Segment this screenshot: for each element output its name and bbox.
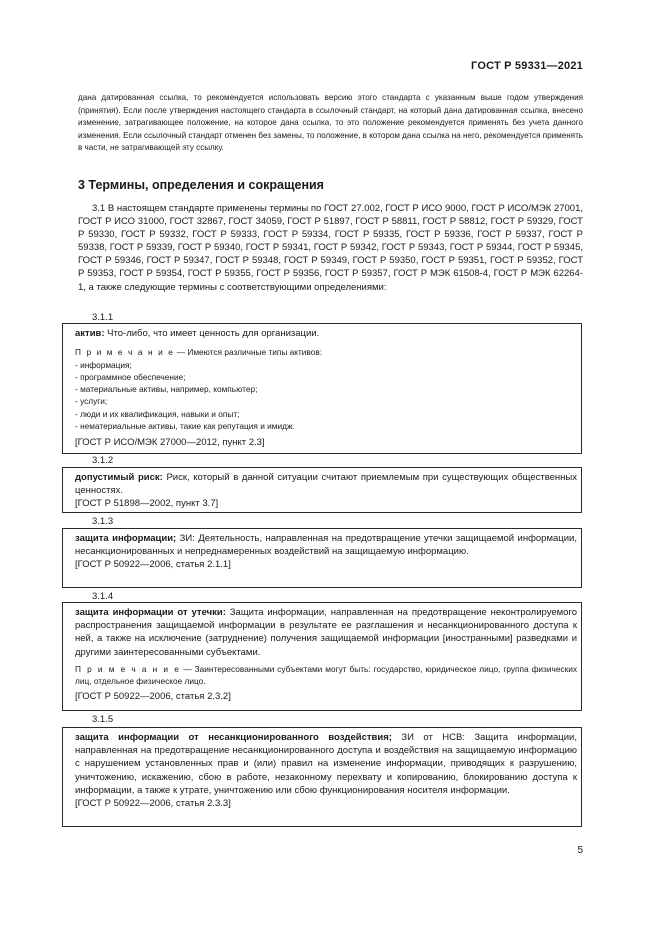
note-text: — Заинтересованными субъектами могут быть: государство, юридическое лицо, группа физических лиц, отдельное физическое лицо.	[75, 663, 577, 687]
term-name: допустимый риск:	[75, 472, 163, 483]
term-reference: [ГОСТ Р 50922—2006, статья 2.3.2]	[75, 691, 231, 703]
term-name: защита информации от утечки:	[75, 607, 226, 618]
note-list-item: - нематериальные активы, такие как репутация и имидж.	[75, 420, 295, 431]
term-definition	[75, 606, 577, 659]
term-name: защита информации от несанкционированного воздействия;	[75, 732, 392, 743]
term-number: 3.1.4	[92, 591, 114, 602]
term-name: актив:	[75, 328, 105, 339]
note-list-item: - услуги;	[75, 396, 108, 407]
term-number: 3.1.1	[92, 312, 114, 323]
note-list	[75, 359, 577, 433]
term-name: защита информации;	[75, 533, 177, 544]
note-label: П р и м е ч а н и е	[75, 347, 175, 358]
term-box-unauthorized-impact-protection	[62, 727, 582, 827]
term-definition	[75, 327, 577, 340]
term-box-asset	[62, 323, 582, 454]
section-heading: 3 Термины, определения и сокращения	[78, 178, 324, 192]
note-list-item: - люди и их квалификация, навыки и опыт;	[75, 408, 240, 419]
term-number: 3.1.2	[92, 455, 114, 466]
term-note	[75, 663, 577, 688]
definition-text: ЗИ: Деятельность, направленная на предотвращение утечки защищаемой информации, несанкционированных и непреднамеренных воздействий на защищаемую информацию.	[75, 533, 577, 558]
term-number: 3.1.5	[92, 714, 114, 725]
term-definition	[75, 471, 577, 497]
term-note	[75, 346, 577, 358]
term-number: 3.1.3	[92, 516, 114, 527]
term-box-acceptable-risk	[62, 467, 582, 513]
intro-paragraph: дана датированная ссылка, то рекомендуется использовать версию этого стандарта с указанным выше годом утверждения (принятия). Если после утверждения настоящего стандарта в ссылочный стандарт, на который дана датированная ссылка, внесено изменение, затрагивающее положение, на которое дана ссылка, то это положение рекомендуется применять без учета данного изменения. Если ссылочный стандарт отменен без замены, то положение, в котором дана ссылка на него, рекомендуется применять в части, не затрагивающей эту ссылку.	[78, 93, 583, 153]
definition-text: Защита информации, направленная на предотвращение неконтролируемого распространения защищаемой информации в результате ее разглашения и несанкционированного доступа к ней, а также на исключение (затруднение) получения защищаемой информации [иностранными] разведками и другими заинтересованными субъектами.	[75, 607, 577, 658]
term-definition	[75, 731, 577, 797]
term-reference: [ГОСТ Р 51898—2002, пункт 3.7]	[75, 498, 219, 510]
note-text: — Имеются различные типы активов:	[174, 347, 323, 358]
note-list-item: - программное обеспечение;	[75, 371, 186, 382]
note-list-item: - материальные активы, например, компьютер;	[75, 384, 258, 395]
note-list-item: - информация;	[75, 359, 132, 370]
note-label: П р и м е ч а н и е	[75, 663, 181, 674]
page-number: 5	[577, 845, 583, 856]
definition-text: Что-либо, что имеет ценность для организации.	[104, 328, 320, 339]
term-definition	[75, 532, 577, 558]
clause-3-1-paragraph: 3.1 В настоящем стандарте применены термины по ГОСТ 27.002, ГОСТ Р ИСО 9000, ГОСТ Р ИСО/МЭК 27001, ГОСТ Р ИСО 31000, ГОСТ 32867, ГОСТ 34059, ГОСТ Р 51897, ГОСТ Р 58811, ГОСТ Р 58812, ГОСТ Р 59329, ГОСТ Р 59330, ГОСТ Р 59332, ГОСТ Р 59333, ГОСТ Р 59334, ГОСТ Р 59335, ГОСТ Р 59336, ГОСТ Р 59337, ГОСТ Р 59338, ГОСТ Р 59339, ГОСТ Р 59340, ГОСТ Р 59341, ГОСТ Р 59342, ГОСТ Р 59343, ГОСТ Р 59344, ГОСТ Р 59345, ГОСТ Р 59346, ГОСТ Р 59347, ГОСТ Р 59348, ГОСТ Р 59349, ГОСТ Р 59350, ГОСТ Р 59351, ГОСТ Р 59352, ГОСТ Р 59353, ГОСТ Р 59354, ГОСТ Р 59355, ГОСТ Р 59356, ГОСТ Р 59357, ГОСТ Р МЭК 61508-4, ГОСТ Р МЭК 62264-1, а также следующие термины с соответствующими определениями:	[78, 203, 583, 293]
term-box-information-protection	[62, 528, 582, 588]
definition-text: Риск, который в данной ситуации считают приемлемым при существующих общественных ценностях.	[75, 472, 577, 497]
term-reference: [ГОСТ Р ИСО/МЭК 27000—2012, пункт 2.3]	[75, 437, 265, 449]
definition-text: ЗИ от НСВ: Защита информации, направленная на предотвращение несанкционированного доступа и воздействия на защищаемую информацию с нарушением установленных прав и (или) правил на изменение информации, приводящих к разрушению, уничтожению, искажению, сбою в работе, незаконному перехвату и копированию, блокированию доступа к информации, а также к утрате, уничтожению или сбою функционирования носителя информации.	[75, 732, 577, 796]
term-box-leak-protection	[62, 602, 582, 711]
document-header: ГОСТ Р 59331—2021	[471, 60, 583, 72]
term-reference: [ГОСТ Р 50922—2006, статья 2.3.3]	[75, 798, 231, 810]
term-reference: [ГОСТ Р 50922—2006, статья 2.1.1]	[75, 559, 231, 571]
